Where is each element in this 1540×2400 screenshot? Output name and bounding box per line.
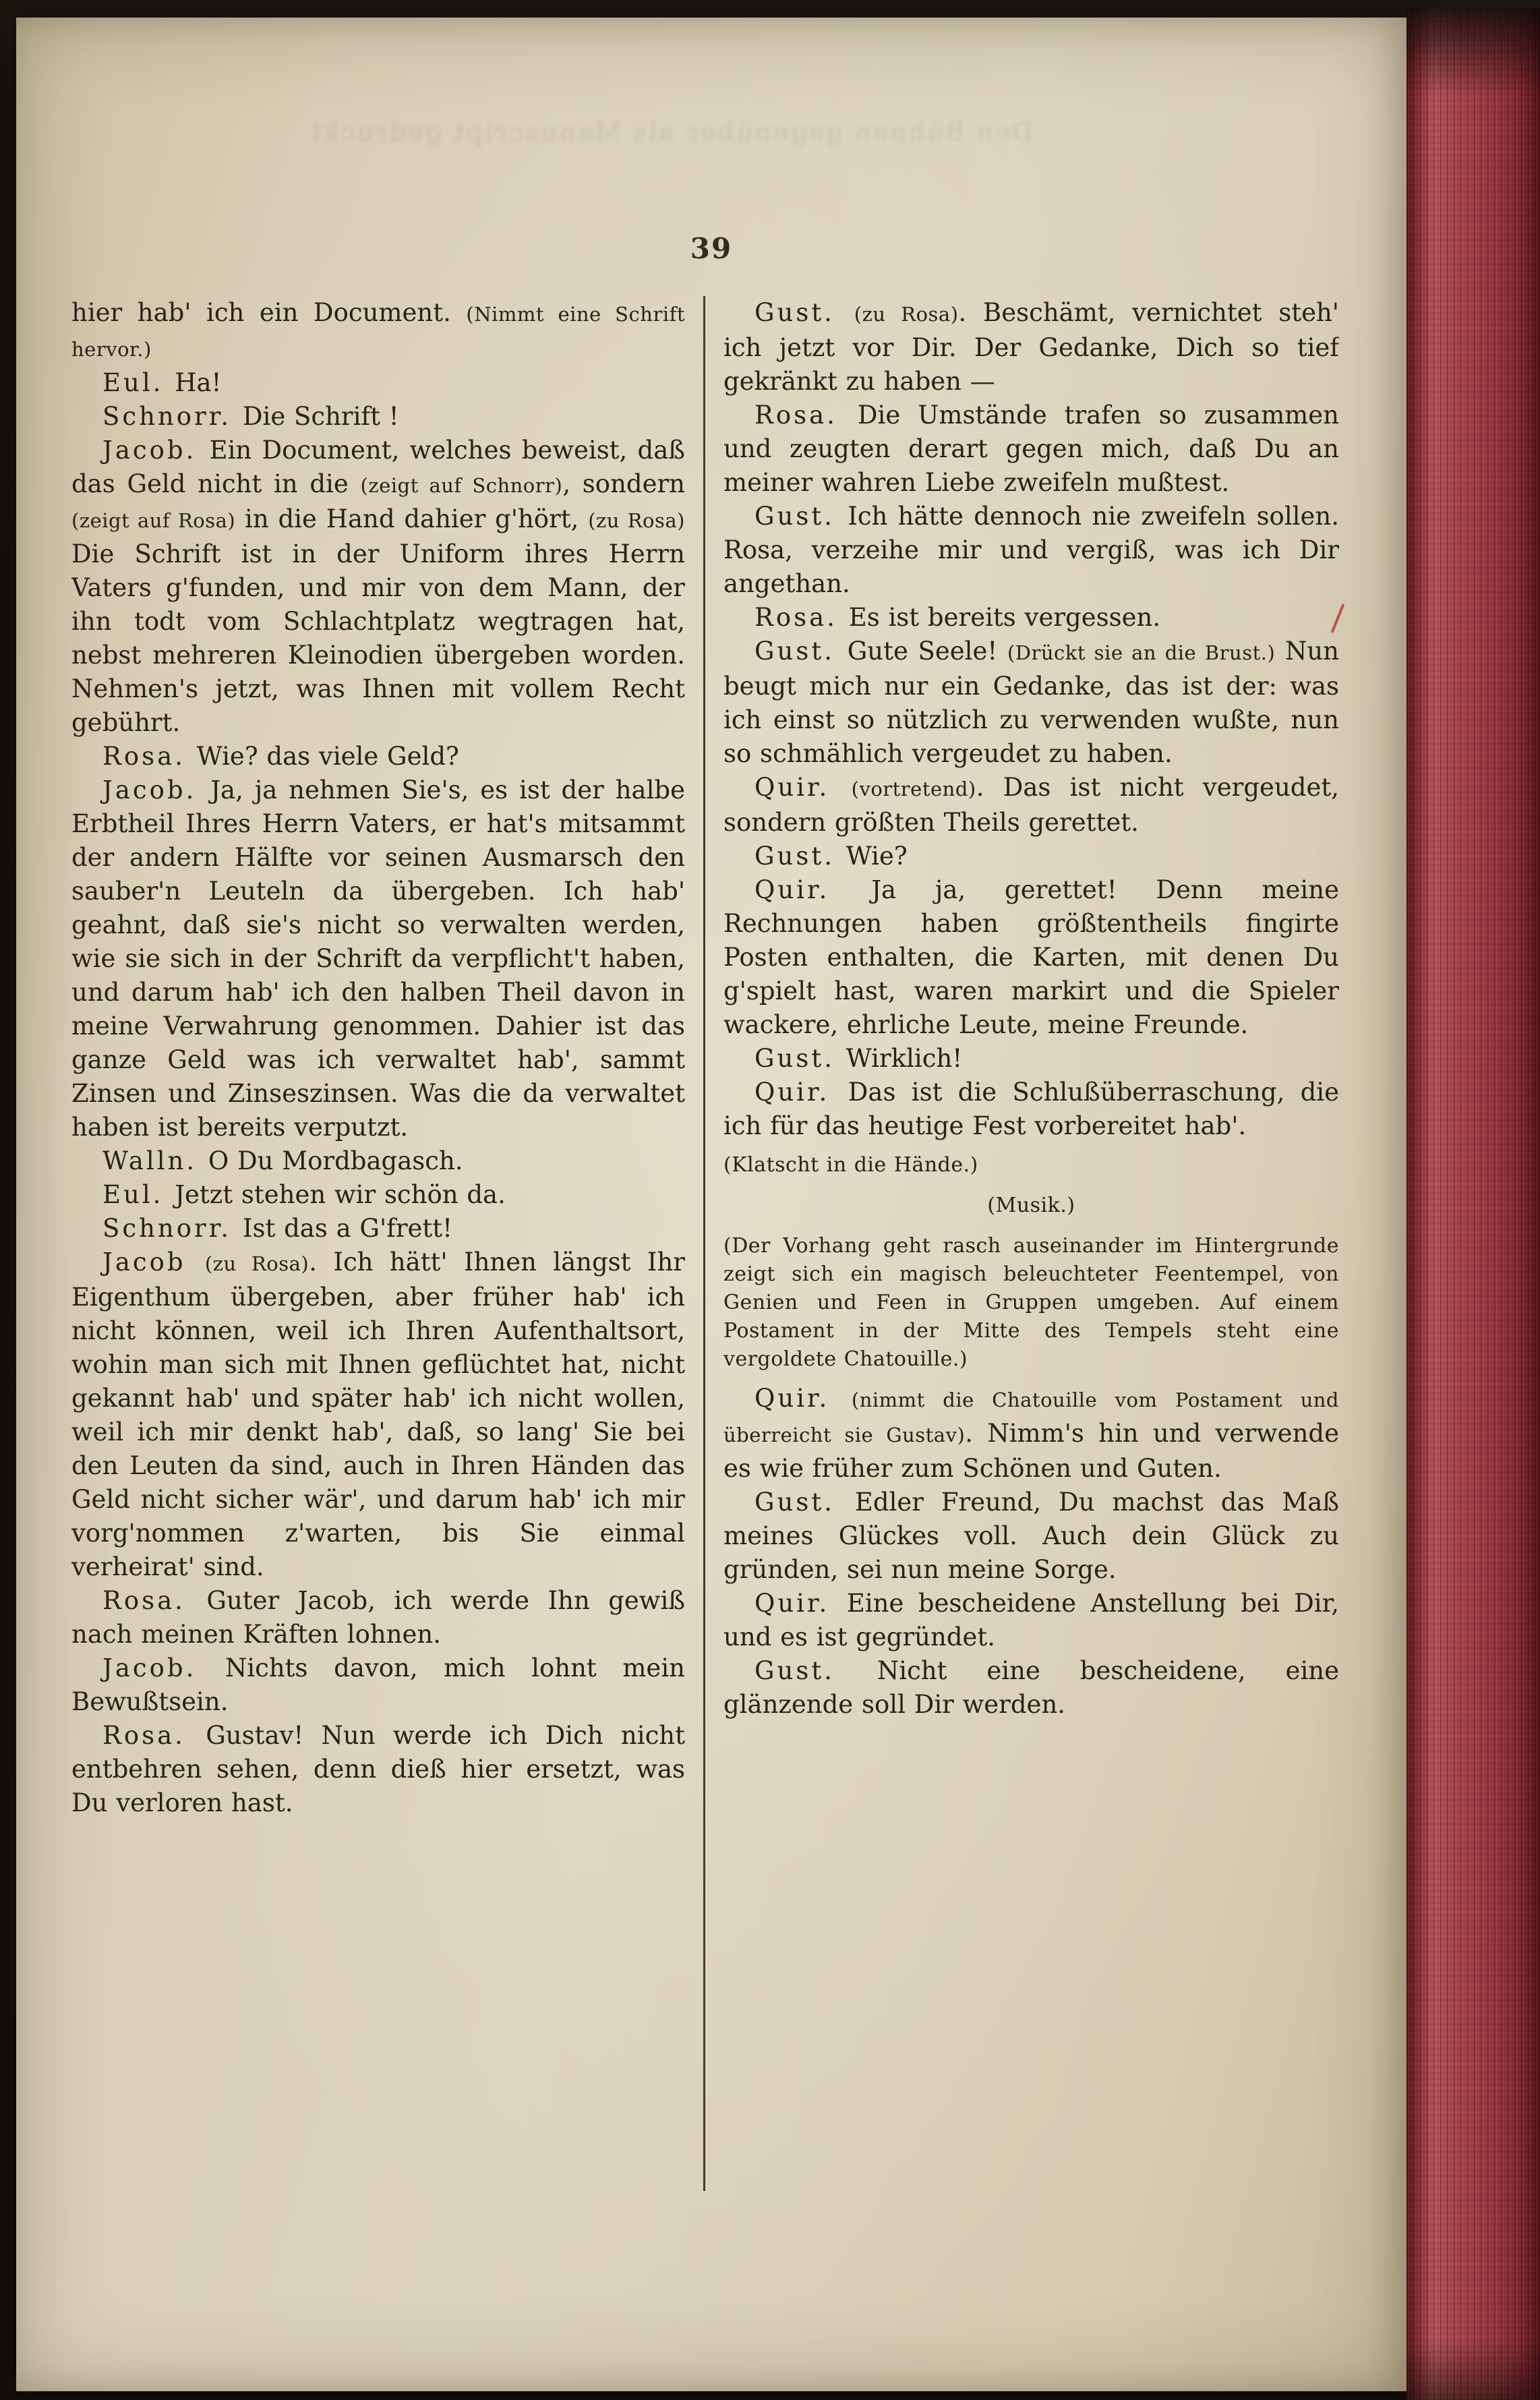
- speaker-name: Jacob.: [102, 436, 197, 465]
- speaker-name: Gust.: [754, 1488, 835, 1517]
- stage-paragraph: [723, 1151, 1339, 1179]
- dialogue-paragraph: Quir. (vortretend). Das ist nicht vergeudet, sondern größten Theils gerettet.: [723, 773, 1339, 837]
- dialogue-paragraph: Rosa. Die Umstände trafen so zusammen und zeugten derart gegen mich, daß Du an meiner wahren Liebe zweifeln mußtest.: [723, 401, 1339, 497]
- stage-direction: (zu Rosa): [204, 1252, 309, 1275]
- dialogue-paragraph: Walln. O Du Mordbagasch.: [102, 1146, 463, 1175]
- dialogue-paragraph: Eul. Jetzt stehen wir schön da.: [102, 1180, 506, 1209]
- stage-direction: (nimmt die Chatouille vom Postament und überreicht sie Gustav): [723, 1388, 1339, 1446]
- speaker-name: Gust.: [754, 1656, 835, 1685]
- dialogue-paragraph: Jacob. Nichts davon, mich lohnt mein Bewußtsein.: [71, 1653, 685, 1716]
- speaker-name: Schnorr.: [102, 1214, 232, 1243]
- stage-direction: (Nimmt eine Schrift hervor.): [71, 303, 685, 361]
- dialogue-paragraph: Gust. Nicht eine bescheidene, eine glänzende soll Dir werden.: [723, 1656, 1339, 1719]
- dialogue-paragraph: Gust. (zu Rosa). Beschämt, vernichtet steh' ich jetzt vor Dir. Der Gedanke, Dich so tief gekränkt zu haben —: [723, 298, 1339, 396]
- stage-paragraph: hier hab' ich ein Document. (Nimmt eine Schrift hervor.): [71, 298, 685, 361]
- stage-direction: (Der Vorhang geht rasch auseinander im Hintergrunde zeigt sich ein magisch beleuchteter Feentempel, von Genien und Feen in Gruppen umgeben. Auf einem Postament in der Mitte des Tempels steht eine vergoldete Chatouille.): [723, 1234, 1339, 1371]
- speaker-name: Gust.: [754, 502, 835, 531]
- book-page: [16, 18, 1406, 2391]
- speaker-name: Quir.: [754, 875, 830, 904]
- speaker-name: Quir.: [754, 1078, 830, 1107]
- dialogue-paragraph: Quir. (nimmt die Chatouille vom Postament und überreicht sie Gustav). Nimm's hin und verwende es wie früher zum Schönen und Guten.: [723, 1384, 1339, 1483]
- stage-paragraph: [723, 1232, 1339, 1374]
- speaker-name: Gust.: [754, 1044, 835, 1073]
- stage-direction: (zu Rosa): [854, 303, 959, 326]
- speaker-name: Jacob.: [102, 1653, 197, 1682]
- speaker-name: Gust.: [754, 842, 835, 871]
- speaker-name: Rosa.: [754, 603, 837, 632]
- stage-direction: (Drückt sie an die Brust.): [1007, 641, 1276, 664]
- dialogue-paragraph: Gust. Wirklich!: [754, 1044, 963, 1073]
- stage-direction: (Musik.): [987, 1194, 1075, 1217]
- dialogue-paragraph: Jacob. Ja, ja nehmen Sie's, es ist der halbe Erbtheil Ihres Herrn Vaters, er hat's mitsammt der andern Hälfte vor seinen Ausmarsch den sauber'n Leuteln da übergeben. Ich hab' geahnt, daß sie's nicht so verwalten werden, wie sie sich in der Schrift da verpflicht't haben, und darum hab' ich den halben Theil davon in meine Verwahrung genommen. Dahier ist das ganze Geld was ich verwaltet hab', sammt Zinsen und Zinseszinsen. Was die da verwaltet haben ist bereits verputzt.: [71, 775, 685, 1142]
- dialogue-paragraph: Quir. Das ist die Schlußüberraschung, die ich für das heutige Fest vorbereitet hab'.: [723, 1078, 1339, 1140]
- dialogue-paragraph: Quir. Eine bescheidene Anstellung bei Dir, und es ist gegründet.: [723, 1589, 1339, 1651]
- speaker-name: Quir.: [754, 773, 830, 802]
- stage-direction: (Klatscht in die Hände.): [723, 1153, 978, 1177]
- dialogue-paragraph: Rosa. Gustav! Nun werde ich Dich nicht entbehren sehen, denn dieß hier ersetzt, was Du verloren hast.: [71, 1721, 685, 1817]
- speaker-name: Rosa.: [754, 401, 837, 430]
- dialogue-paragraph: Quir. Ja ja, gerettet! Denn meine Rechnungen haben größtentheils fingirte Posten enthalten, die Karten, mit denen Du g'spielt hast, waren markirt und die Spieler wackere, ehrliche Leute, meine Freunde.: [723, 875, 1339, 1039]
- speaker-name: Rosa.: [102, 1721, 185, 1750]
- speaker-name: Quir.: [754, 1384, 830, 1413]
- dialogue-paragraph: Gust. Edler Freund, Du machst das Maß meines Glückes voll. Auch dein Glück zu gründen, sei nun meine Sorge.: [723, 1488, 1339, 1584]
- dialogue-paragraph: Gust. Gute Seele! (Drückt sie an die Brust.) Nun beugt mich nur ein Gedanke, das ist der: was ich einst so nützlich zu verwenden wußte, nun so schmählich vergeudet zu haben.: [723, 637, 1339, 768]
- dialogue-paragraph: Jacob (zu Rosa). Ich hätt' Ihnen längst Ihr Eigenthum übergeben, aber früher hab' ich nicht können, weil ich Ihren Aufenthaltsort, wohin man sich mit Ihnen geflüchtet hat, nicht gekannt hab' und später hab' ich nicht wollen, weil ich mir denkt hab', daß, so lang' Sie bei den Leuten da sind, auch in Ihren Händen das Geld nicht sicher wär', und darum hab' ich mir vorg'nommen z'warten, bis Sie einmal verheirat' sind.: [71, 1248, 685, 1581]
- stage-direction: (zu Rosa): [588, 509, 685, 532]
- speaker-name: Gust.: [754, 298, 835, 327]
- speaker-name: Rosa.: [102, 1586, 185, 1615]
- left-column: [71, 296, 705, 2191]
- dialogue-paragraph: Eul. Ha!: [102, 368, 222, 397]
- speaker-name: Eul.: [102, 1180, 164, 1209]
- dialogue-paragraph: Gust. Wie?: [754, 842, 908, 871]
- page-number: 39: [690, 232, 733, 265]
- dialogue-paragraph: Schnorr. Die Schrift !: [102, 402, 399, 431]
- dialogue-paragraph: Gust. Ich hätte dennoch nie zweifeln sollen. Rosa, verzeihe mir und vergiß, was ich Dir angethan.: [723, 502, 1339, 598]
- stage-direction: (vortretend): [851, 778, 976, 800]
- speaker-name: Jacob.: [102, 775, 197, 804]
- dialogue-paragraph: Rosa. Es ist bereits vergessen.: [754, 603, 1161, 632]
- speaker-name: Schnorr.: [102, 402, 232, 431]
- right-column: [705, 296, 1339, 2191]
- speaker-name: Quir.: [754, 1589, 830, 1618]
- dialogue-paragraph: Jacob. Ein Document, welches beweist, daß das Geld nicht in die (zeigt auf Schnorr), sondern (zeigt auf Rosa) in die Hand dahier g'hört, (zu Rosa) Die Schrift ist in der Uniform ihres Herrn Vaters g'funden, und mir von dem Mann, der ihn todt vom Schlachtplatz wegtragen hat, nebst mehreren Kleinodien übergeben worden. Nehmen's jetzt, was Ihnen mit vollem Recht gebührt.: [71, 436, 685, 737]
- speaker-name: Eul.: [102, 368, 164, 397]
- dialogue-paragraph: Rosa. Guter Jacob, ich werde Ihn gewiß nach meinen Kräften lohnen.: [71, 1586, 686, 1649]
- dialogue-paragraph: Rosa. Wie? das viele Geld?: [102, 742, 459, 771]
- bleed-through-text: Den Bühnen gegenüber als Manuscript gedruckt: [308, 117, 1034, 147]
- speaker-name: Walln.: [102, 1146, 198, 1175]
- stage-paragraph: [723, 1192, 1339, 1220]
- dialogue-paragraph: Schnorr. Ist das a G'frett!: [102, 1214, 453, 1243]
- stage-direction: (zeigt auf Rosa): [71, 509, 236, 532]
- text-columns: [71, 296, 1339, 2191]
- stage-direction: (zeigt auf Schnorr): [360, 474, 563, 497]
- speaker-name: Jacob: [102, 1248, 186, 1277]
- speaker-name: Gust.: [754, 637, 835, 666]
- speaker-name: Rosa.: [102, 742, 185, 771]
- book-fore-edge: [1406, 8, 1540, 2400]
